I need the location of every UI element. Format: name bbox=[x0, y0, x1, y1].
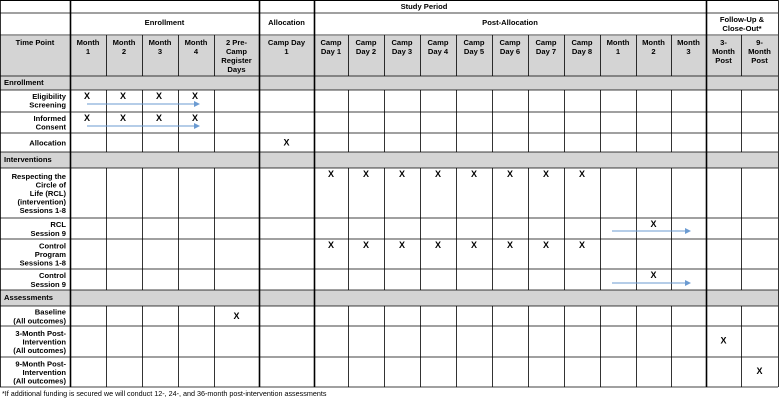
column-header-7: Camp bbox=[320, 38, 342, 47]
row-label-rcl: Circle of bbox=[35, 180, 66, 190]
mark-control: X bbox=[398, 240, 406, 250]
row-label-control: Sessions 1-8 bbox=[19, 258, 66, 268]
study-period-header: Study Period bbox=[400, 2, 448, 11]
column-header-5: Register bbox=[221, 56, 252, 65]
arrow-rcl-session-9-head bbox=[685, 228, 691, 234]
column-header-2: 2 bbox=[121, 47, 127, 56]
mark-control: X bbox=[362, 240, 370, 250]
footnote: *If additional funding is secured we will conduct 12-, 24-, and 36-month post-intervention assessments bbox=[2, 389, 327, 398]
mark-eligibility: X bbox=[191, 91, 199, 101]
section-header-row bbox=[0, 76, 778, 90]
mark-control: X bbox=[470, 240, 478, 250]
column-header-17: 3 bbox=[686, 47, 691, 56]
column-header-10: Camp bbox=[427, 38, 449, 47]
row-label-baseline: (All outcomes) bbox=[13, 316, 66, 326]
mark-control: X bbox=[327, 240, 335, 250]
mark-control: X bbox=[542, 240, 550, 250]
row-label-allocation: Allocation bbox=[29, 138, 66, 148]
row-label-control9: Session 9 bbox=[30, 279, 66, 289]
row-label-post9: 9-Month Post- bbox=[15, 359, 66, 369]
mark-rcl: X bbox=[542, 169, 550, 179]
row-label-eligibility: Screening bbox=[29, 100, 66, 110]
column-header-18: Month bbox=[712, 47, 735, 56]
mark-eligibility: X bbox=[119, 91, 127, 101]
row-label-rcl9: Session 9 bbox=[30, 228, 66, 238]
mark-control: X bbox=[434, 240, 442, 250]
mark-eligibility: X bbox=[155, 91, 163, 101]
row-label-control: Control bbox=[39, 241, 66, 251]
row-label-post3: (All outcomes) bbox=[13, 346, 66, 356]
column-header-1: Month bbox=[76, 38, 100, 47]
column-header-1: 1 bbox=[85, 47, 91, 56]
group-header-follow-up: Follow-Up & bbox=[719, 15, 765, 24]
column-header-12: Day 6 bbox=[499, 47, 521, 56]
mark-control: X bbox=[506, 240, 514, 250]
arrow-control-session-9-head bbox=[685, 280, 691, 286]
mark-allocation: X bbox=[283, 137, 290, 148]
column-header-3: 3 bbox=[157, 47, 163, 56]
mark-baseline: X bbox=[233, 311, 240, 321]
group-header-2: Post-Allocation bbox=[482, 18, 538, 27]
row-label-baseline: Baseline bbox=[34, 307, 66, 317]
row-label-control9: Control bbox=[39, 271, 66, 281]
row-label-rcl: (intervention) bbox=[17, 197, 66, 207]
mark-control9: X bbox=[650, 270, 657, 280]
arrow-eligibility-head bbox=[194, 101, 200, 107]
column-header-13: Day 7 bbox=[535, 47, 557, 56]
section-assessments: Assessments bbox=[4, 293, 53, 302]
column-header-19: Post bbox=[751, 56, 768, 65]
row-label-post3: 3-Month Post- bbox=[15, 328, 66, 338]
column-header-7: Day 1 bbox=[320, 47, 342, 56]
column-header-4: Month bbox=[184, 38, 208, 47]
mark-control: X bbox=[578, 240, 586, 250]
mark-rcl9: X bbox=[650, 219, 657, 229]
row-label-eligibility: Eligibility bbox=[32, 92, 66, 101]
row-label-rcl9: RCL bbox=[50, 220, 66, 230]
column-header-3: Month bbox=[148, 38, 172, 47]
mark-consent: X bbox=[155, 113, 163, 123]
row-label-rcl: Sessions 1-8 bbox=[19, 206, 66, 216]
mark-rcl: X bbox=[327, 169, 335, 179]
section-enrollment: Enrollment bbox=[4, 78, 44, 87]
column-header-10: Day 4 bbox=[427, 47, 449, 56]
mark-rcl: X bbox=[470, 169, 478, 179]
column-header-15: Month bbox=[606, 38, 630, 47]
mark-post9: X bbox=[756, 366, 763, 376]
row-label-post3: Intervention bbox=[22, 337, 66, 347]
row-label-consent: Informed bbox=[33, 114, 66, 123]
column-header-11: Camp bbox=[463, 38, 485, 47]
column-header-5: 2 Pre- bbox=[225, 38, 248, 47]
row-label-post9: (All outcomes) bbox=[13, 376, 66, 386]
mark-post3: X bbox=[720, 335, 727, 346]
mark-rcl: X bbox=[578, 169, 586, 179]
row-label-control: Program bbox=[34, 250, 66, 259]
section-header-row bbox=[0, 152, 778, 168]
column-header-17: Month bbox=[677, 38, 700, 47]
column-header-12: Camp bbox=[499, 38, 521, 47]
group-header-follow-up: Close-Out* bbox=[722, 24, 762, 33]
column-header-4: 4 bbox=[193, 47, 199, 56]
column-header-8: Camp bbox=[355, 38, 377, 47]
mark-eligibility: X bbox=[83, 91, 91, 101]
column-header-9: Day 3 bbox=[391, 47, 413, 56]
column-header-14: Camp bbox=[571, 38, 593, 47]
column-header-5: Days bbox=[227, 65, 246, 74]
row-label-rcl: Respecting the bbox=[11, 171, 66, 181]
mark-rcl: X bbox=[362, 169, 370, 179]
column-header-6: Camp Day bbox=[267, 38, 306, 47]
row-label-consent: Consent bbox=[35, 122, 66, 132]
group-header-0: Enrollment bbox=[144, 18, 185, 27]
column-header-13: Camp bbox=[535, 38, 557, 47]
column-header-9: Camp bbox=[391, 38, 413, 47]
column-header-11: Day 5 bbox=[463, 47, 485, 56]
column-header-15: 1 bbox=[615, 47, 621, 56]
row-label-post9: Intervention bbox=[22, 368, 66, 377]
column-header-8: Day 2 bbox=[355, 47, 377, 56]
column-header-19: Month bbox=[748, 47, 771, 56]
column-header-6: 1 bbox=[284, 47, 289, 56]
column-header-16: Month bbox=[642, 38, 665, 47]
arrow-consent-head bbox=[194, 123, 200, 129]
row-label-rcl: Life (RCL) bbox=[29, 189, 66, 198]
section-header-row bbox=[0, 290, 778, 306]
column-header-18: 3- bbox=[720, 38, 727, 47]
mark-consent: X bbox=[119, 113, 127, 123]
section-interventions: Interventions bbox=[4, 155, 52, 164]
mark-rcl: X bbox=[398, 169, 406, 179]
mark-consent: X bbox=[191, 113, 199, 123]
column-header-14: Day 8 bbox=[571, 47, 593, 56]
column-header-16: 2 bbox=[651, 47, 656, 56]
group-header-1: Allocation bbox=[268, 18, 305, 27]
mark-consent: X bbox=[83, 113, 91, 123]
mark-rcl: X bbox=[434, 169, 442, 179]
column-header-5: Camp bbox=[225, 47, 248, 56]
column-header-2: Month bbox=[112, 38, 136, 47]
column-header-19: 9- bbox=[756, 38, 763, 47]
mark-rcl: X bbox=[506, 169, 514, 179]
time-point-label: Time Point bbox=[15, 38, 55, 47]
column-header-18: Post bbox=[715, 56, 732, 65]
